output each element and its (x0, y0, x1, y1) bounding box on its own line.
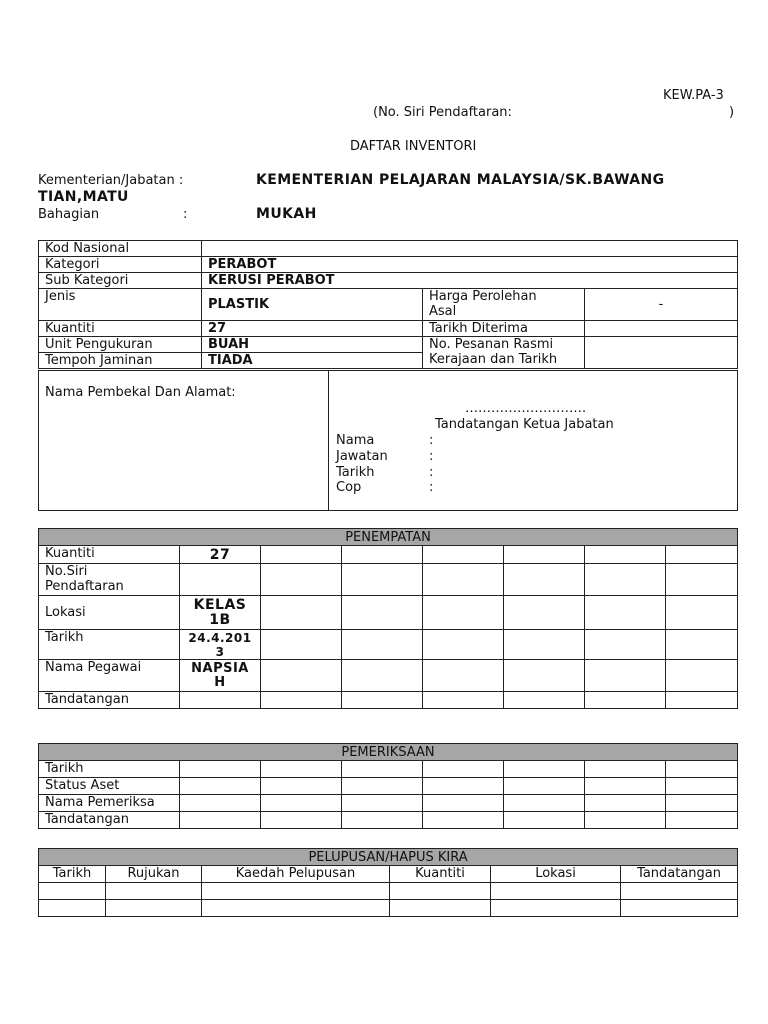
table-row (39, 795, 738, 812)
jenis-label: Jenis (39, 289, 202, 321)
pembekal-cell (39, 371, 329, 511)
kementerian-value: KEMENTERIAN PELAJARAN MALAYSIA/SK.BAWANG (256, 172, 665, 188)
siri-pendaftaran-close: ) (729, 105, 735, 120)
signature-dots: ………………………. (465, 401, 587, 416)
tarikh-label: Tarikh (336, 465, 375, 480)
table-row (39, 883, 738, 900)
unit-pengukuran-label: Unit Pengukuran (39, 337, 202, 353)
kod-nasional-label: Kod Nasional (39, 241, 202, 257)
pemeriksaan-tandatangan-label: Tandatangan (39, 812, 180, 829)
sub-kategori-label: Sub Kategori (39, 273, 202, 289)
cop-label: Cop (336, 480, 362, 495)
table-row (39, 778, 738, 795)
penempatan-no-siri-label: No.Siri Pendaftaran (39, 564, 180, 596)
tempoh-jaminan-label: Tempoh Jaminan (39, 353, 202, 369)
jenis-value: PLASTIK (202, 289, 423, 321)
pembekal-label: Nama Pembekal Dan Alamat: (45, 385, 236, 400)
table-row (39, 546, 738, 564)
cop-colon: : (429, 480, 434, 495)
penempatan-tandatangan-label: Tandatangan (39, 692, 180, 709)
table-row (39, 866, 738, 883)
penempatan-nama-pegawai-label: Nama Pegawai (39, 660, 180, 692)
pelupusan-header: PELUPUSAN/HAPUS KIRA (39, 849, 738, 866)
table-row (39, 812, 738, 829)
penempatan-kuantiti-label: Kuantiti (39, 546, 180, 564)
kuantiti-value: 27 (202, 321, 423, 337)
pemeriksaan-header: PEMERIKSAAN (39, 744, 738, 761)
unit-pengukuran-value: BUAH (202, 337, 423, 353)
page-title: DAFTAR INVENTORI (350, 139, 477, 154)
table-row (39, 692, 738, 709)
siri-pendaftaran-label: (No. Siri Pendaftaran: (373, 105, 512, 120)
harga-perolehan-label: Harga Perolehan Asal (423, 289, 585, 321)
nama-label: Nama (336, 433, 375, 448)
jawatan-colon: : (429, 449, 434, 464)
table-row (39, 660, 738, 692)
pemeriksaan-tarikh-label: Tarikh (39, 761, 180, 778)
kementerian-value-continued: TIAN,MATU (38, 189, 129, 205)
pelupusan-col-tarikh: Tarikh (39, 866, 106, 883)
kuantiti-label: Kuantiti (39, 321, 202, 337)
nama-colon: : (429, 433, 434, 448)
kementerian-label: Kementerian/Jabatan : (38, 173, 184, 188)
jawatan-label: Jawatan (336, 449, 388, 464)
signature-cell (329, 371, 738, 511)
pesanan-rasmi-label: No. Pesanan Rasmi Kerajaan dan Tarikh (423, 337, 585, 369)
tempoh-jaminan-value: TIADA (202, 353, 423, 369)
sub-kategori-value: KERUSI PERABOT (202, 273, 738, 289)
harga-perolehan-value: - (585, 289, 738, 321)
pemeriksaan-table (38, 743, 738, 829)
penempatan-header: PENEMPATAN (39, 529, 738, 546)
bahagian-colon: : (183, 207, 188, 222)
pemeriksaan-nama-pemeriksa-label: Nama Pemeriksa (39, 795, 180, 812)
penempatan-lokasi-label: Lokasi (39, 596, 180, 630)
pesanan-rasmi-value (585, 337, 738, 369)
penempatan-no-siri-value (180, 564, 261, 596)
tarikh-diterima-value (585, 321, 738, 337)
supplier-signature-table (38, 370, 738, 511)
table-row (39, 761, 738, 778)
table-row (39, 596, 738, 630)
pelupusan-table (38, 848, 738, 917)
penempatan-kuantiti-value: 27 (180, 546, 261, 564)
pelupusan-col-tandatangan: Tandatangan (621, 866, 738, 883)
inventory-details-table (38, 240, 738, 369)
form-code: KEW.PA-3 (663, 88, 724, 103)
penempatan-table (38, 528, 738, 709)
table-row (39, 630, 738, 660)
penempatan-lokasi-value: KELAS 1B (180, 596, 261, 630)
pelupusan-col-kuantiti: Kuantiti (390, 866, 491, 883)
tarikh-colon: : (429, 465, 434, 480)
tarikh-diterima-label: Tarikh Diterima (423, 321, 585, 337)
signature-label: Tandatangan Ketua Jabatan (435, 417, 614, 432)
penempatan-nama-pegawai-value: NAPSIA H (180, 660, 261, 692)
table-row (39, 900, 738, 917)
pelupusan-col-kaedah: Kaedah Pelupusan (202, 866, 390, 883)
pemeriksaan-status-aset-label: Status Aset (39, 778, 180, 795)
kategori-label: Kategori (39, 257, 202, 273)
table-row (39, 564, 738, 596)
bahagian-label: Bahagian (38, 207, 100, 222)
pelupusan-col-lokasi: Lokasi (491, 866, 621, 883)
penempatan-tarikh-value: 24.4.201 3 (180, 630, 261, 660)
pelupusan-col-rujukan: Rujukan (106, 866, 202, 883)
kategori-value: PERABOT (202, 257, 738, 273)
penempatan-tandatangan-value (180, 692, 261, 709)
bahagian-value: MUKAH (256, 206, 317, 222)
kod-nasional-value (202, 241, 738, 257)
penempatan-tarikh-label: Tarikh (39, 630, 180, 660)
